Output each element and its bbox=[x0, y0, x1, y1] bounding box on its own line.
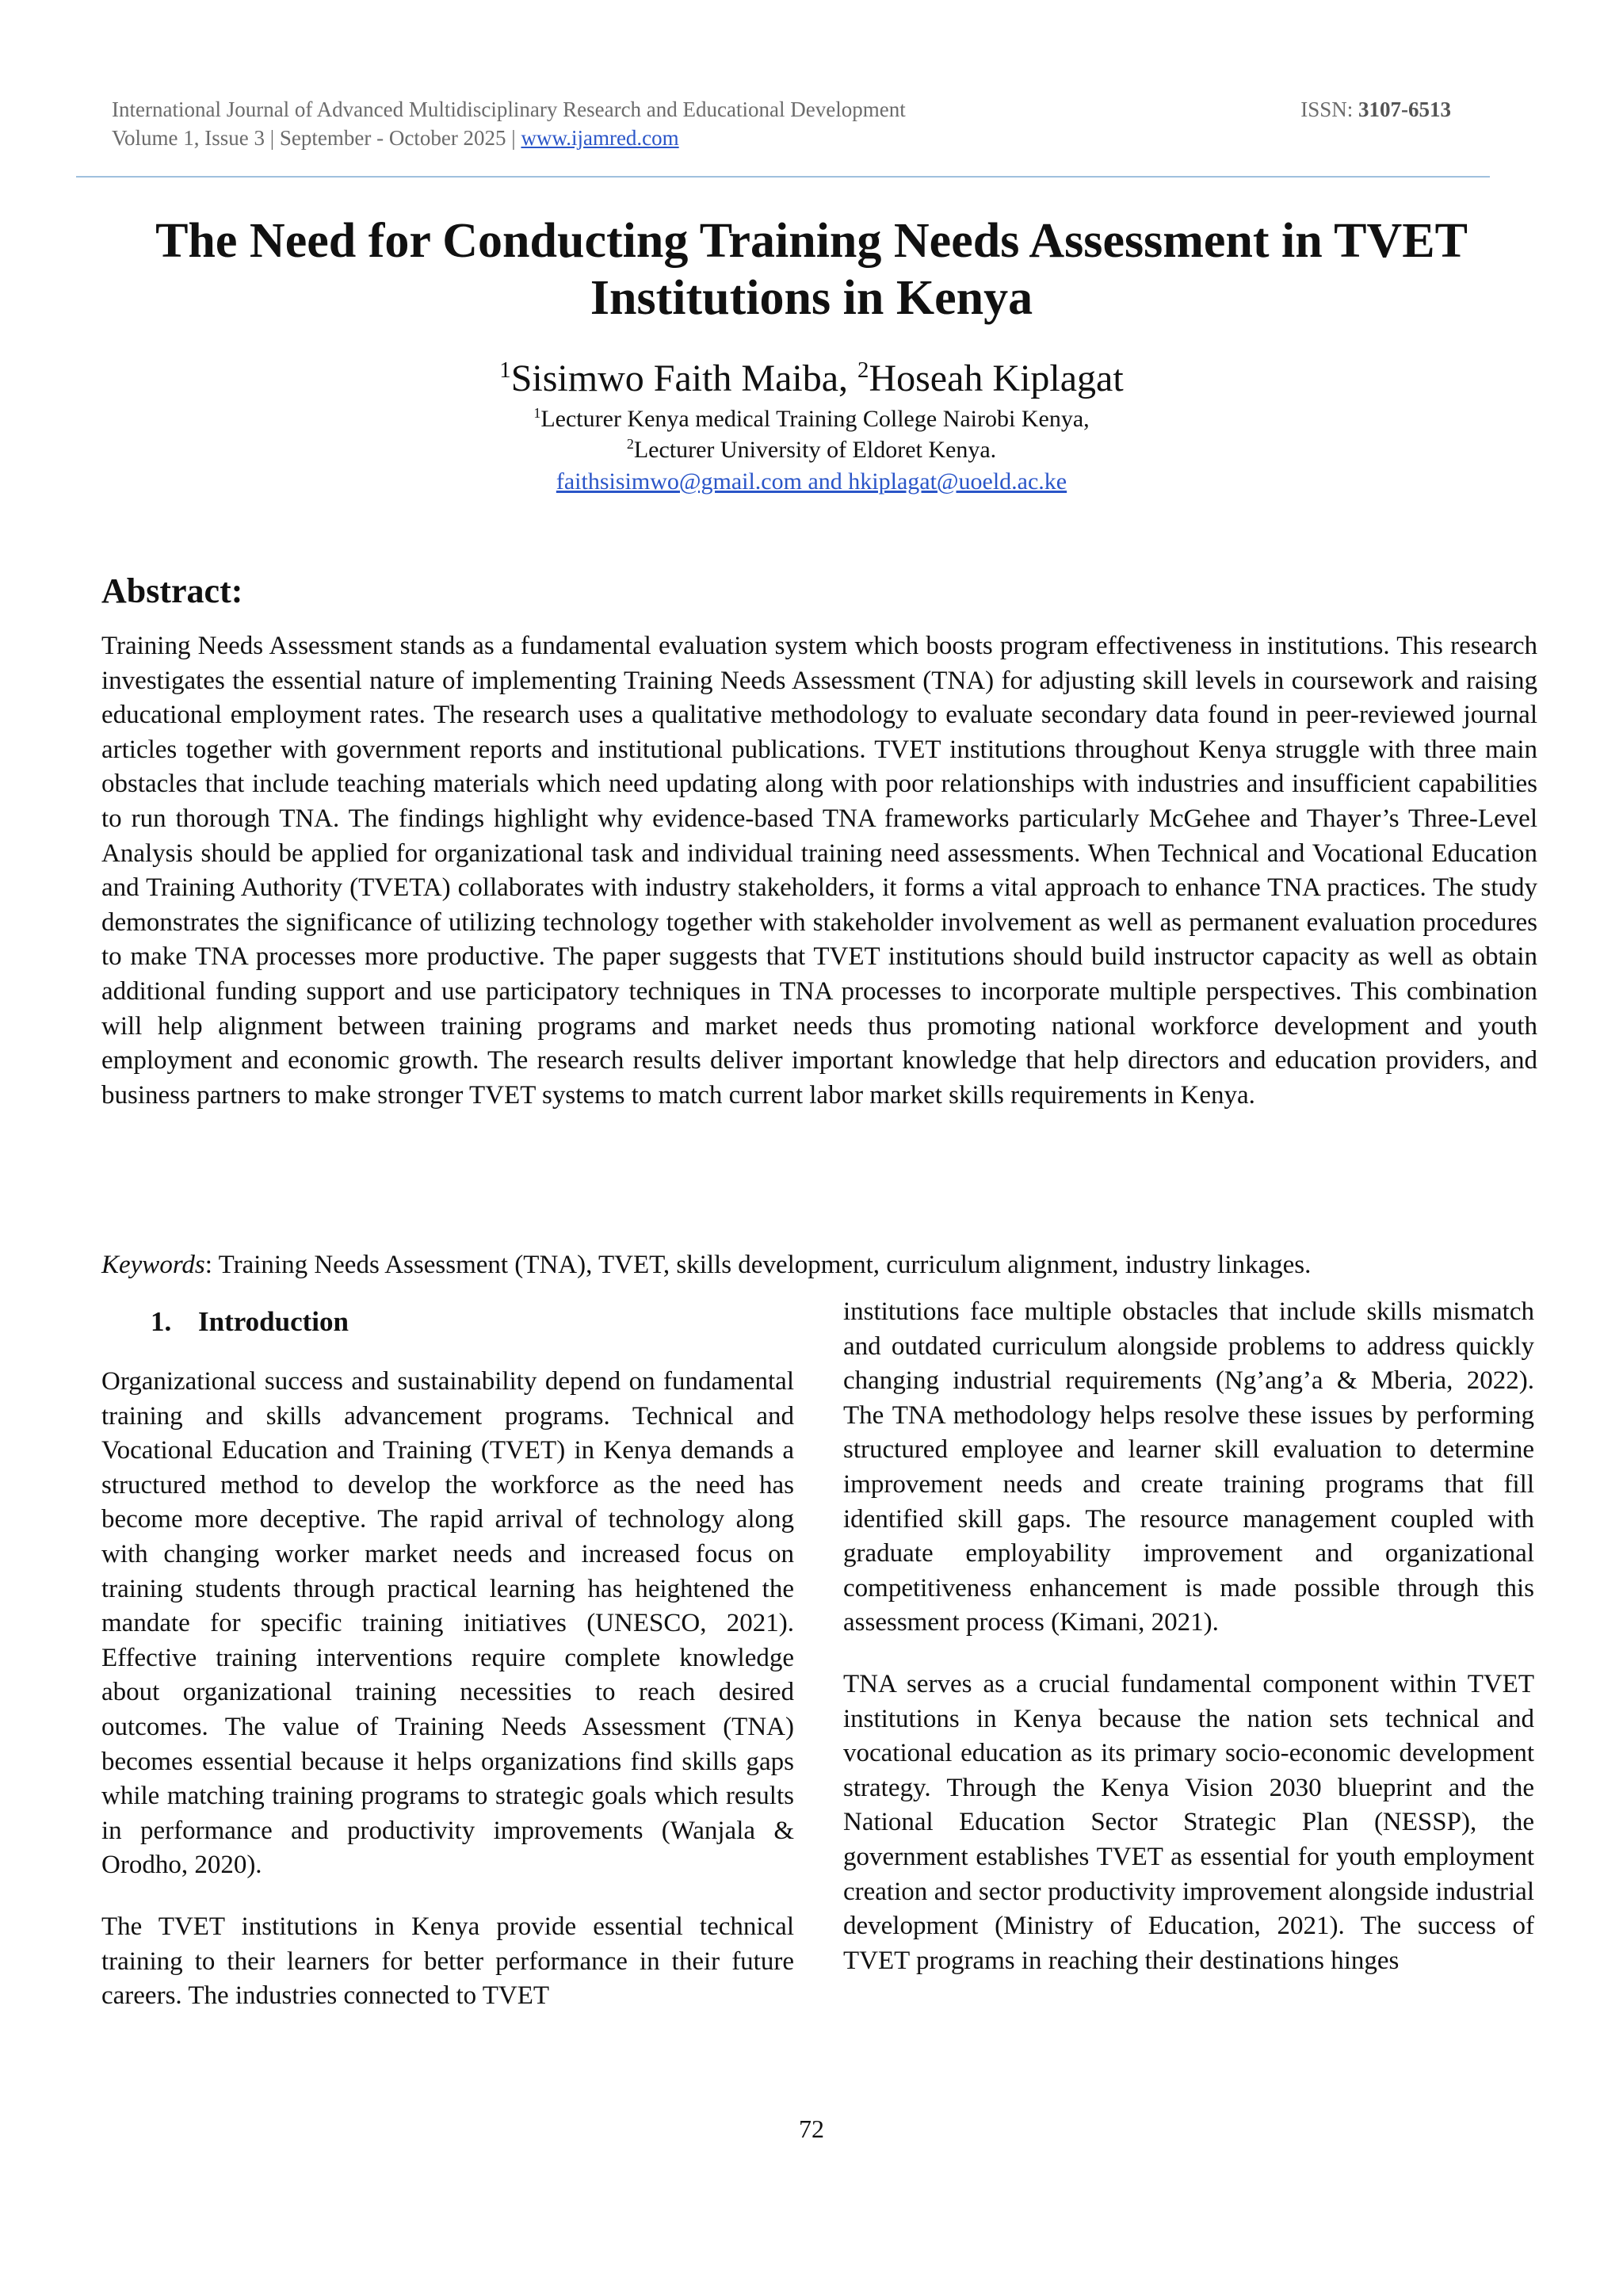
intro-paragraph-1: Organizational success and sustainability depend on fundamental training and skills advancement programs. Technical and Vocational Education and Training (TVET) in Kenya demands a structured method to develop the workforce as the need has become more deceptive. The rapid arrival of technology along with changing worker market needs and increased focus on training students through practical learning has heightened the mandate for specific training initiatives (UNESCO, 2021). Effective training interventions require complete knowledge about organizational training necessities to reach desired outcomes. The value of Training Needs Assessment (TNA) becomes essential because it helps organizations find skills gaps while matching training programs to strategic goals which results in performance and productivity improvements (Wanjala & Orodho, 2020). bbox=[101, 1367, 794, 1880]
author1-superscript: 1 bbox=[499, 357, 511, 383]
journal-name: International Journal of Advanced Multidisciplinary Research and Educational Development bbox=[112, 97, 906, 121]
running-header bbox=[112, 95, 1451, 159]
paper-title bbox=[76, 212, 1547, 327]
affiliation-1-superscript: 1 bbox=[533, 405, 541, 421]
affiliation-1-text: Lecturer Kenya medical Training College Nairobi Kenya, bbox=[540, 406, 1090, 432]
keywords bbox=[101, 1247, 1560, 1282]
section-heading-introduction bbox=[101, 1305, 794, 1339]
section-title: Introduction bbox=[198, 1306, 349, 1337]
page-number: 72 bbox=[799, 2115, 824, 2143]
email-link[interactable]: faithsisimwo@gmail.com and hkiplagat@uoeld.ac.ke bbox=[556, 468, 1067, 495]
header-divider bbox=[76, 176, 1490, 178]
intro-paragraph-3: TNA serves as a crucial fundamental component within TVET institutions in Kenya because the nation sets technical and vocational education as its primary socio-economic development strategy. Through the Kenya Vision 2030 blueprint and the National Education Sector Strategic Plan (NESSP), the government establishes TVET as essential for youth employment creation and sector productivity improvement alongside industrial development (Ministry of Education, 2021). The success of TVET programs in reaching their destinations hinges bbox=[843, 1669, 1534, 1975]
author-list bbox=[76, 355, 1547, 403]
author-emails bbox=[76, 467, 1547, 497]
affiliation-1 bbox=[76, 404, 1547, 434]
abstract-heading: Abstract: bbox=[101, 571, 243, 610]
title-line-2: Institutions in Kenya bbox=[590, 271, 1033, 325]
issn-label: ISSN: bbox=[1300, 97, 1358, 121]
keywords-text: : Training Needs Assessment (TNA), TVET, skills development, curriculum alignment, industry linkages. bbox=[204, 1251, 1312, 1279]
issn bbox=[1300, 95, 1451, 124]
journal-website-link[interactable]: www.ijamred.com bbox=[521, 126, 679, 150]
section-number: 1. bbox=[151, 1306, 172, 1337]
intro-paragraph-2: The TVET institutions in Kenya provide essential technical training to their learners for better performance in their future careers. The industries connected to TVET bbox=[101, 1912, 794, 2011]
author2-superscript: 2 bbox=[857, 357, 869, 383]
affiliation-2-text: Lecturer University of Eldoret Kenya. bbox=[633, 437, 997, 463]
left-column bbox=[101, 1305, 794, 2014]
affiliation-2-superscript: 2 bbox=[626, 436, 634, 452]
affiliation-2 bbox=[76, 435, 1547, 465]
header-left bbox=[112, 95, 906, 152]
keywords-label: Keywords bbox=[101, 1251, 205, 1279]
volume-issue-line bbox=[112, 124, 906, 152]
title-line-1: The Need for Conducting Training Needs Assessment in TVET bbox=[155, 214, 1468, 268]
volume-issue: Volume 1, Issue 3 | September - October 2025 | bbox=[112, 126, 521, 150]
abstract-text: Training Needs Assessment stands as a fundamental evaluation system which boosts program effectiveness in institutions. This research investigates the essential nature of implementing Training Needs Assessment (TNA) for adjusting skill levels in coursework and raising educational employment rates. The research uses a qualitative methodology to evaluate secondary data found in peer-reviewed journal articles together with government reports and institutional publications. TVET institutions throughout Kenya struggle with three main obstacles that include teaching materials which need updating along with poor relationships with industries and insufficient capabilities to run thorough TNA. The findings highlight why evidence-based TNA frameworks particularly McGehee and Thayer’s Three-Level Analysis should be applied for organizational task and individual training need assessments. When Technical and Vocational Education and Training Authority (TVETA) collaborates with industry stakeholders, it forms a vital approach to enhance TNA practices. The study demonstrates the significance of utilizing technology together with stakeholder involvement as well as permanent evaluation procedures to make TNA processes more productive. The paper suggests that TVET institutions should build instructor capacity as well as obtain additional funding support and use participatory techniques in TNA processes to incorporate multiple perspectives. This combination will help alignment between training programs and market needs thus promoting national workforce development and youth employment and economic growth. The research results deliver important knowledge that help directors and education providers, and business partners to make stronger TVET systems to match current labor market skills requirements in Kenya. bbox=[101, 632, 1537, 1110]
author2-name: Hoseah Kiplagat bbox=[869, 357, 1124, 399]
author1-name: Sisimwo Faith Maiba, bbox=[510, 357, 858, 399]
intro-paragraph-2-continued: institutions face multiple obstacles that include skills mismatch and outdated curriculum alongside problems to address quickly changing industrial requirements (Ng’ang’a & Mberia, 2022). The TNA methodology helps resolve these issues by performing structured employee and learner skill evaluation to determine improvement needs and create training programs that fill identified skill gaps. The resource management coupled with graduate employability improvement and organizational competitiveness enhancement is made possible through this assessment process (Kimani, 2021). bbox=[843, 1297, 1534, 1637]
right-column bbox=[843, 1295, 1534, 1978]
issn-value: 3107-6513 bbox=[1358, 97, 1451, 121]
